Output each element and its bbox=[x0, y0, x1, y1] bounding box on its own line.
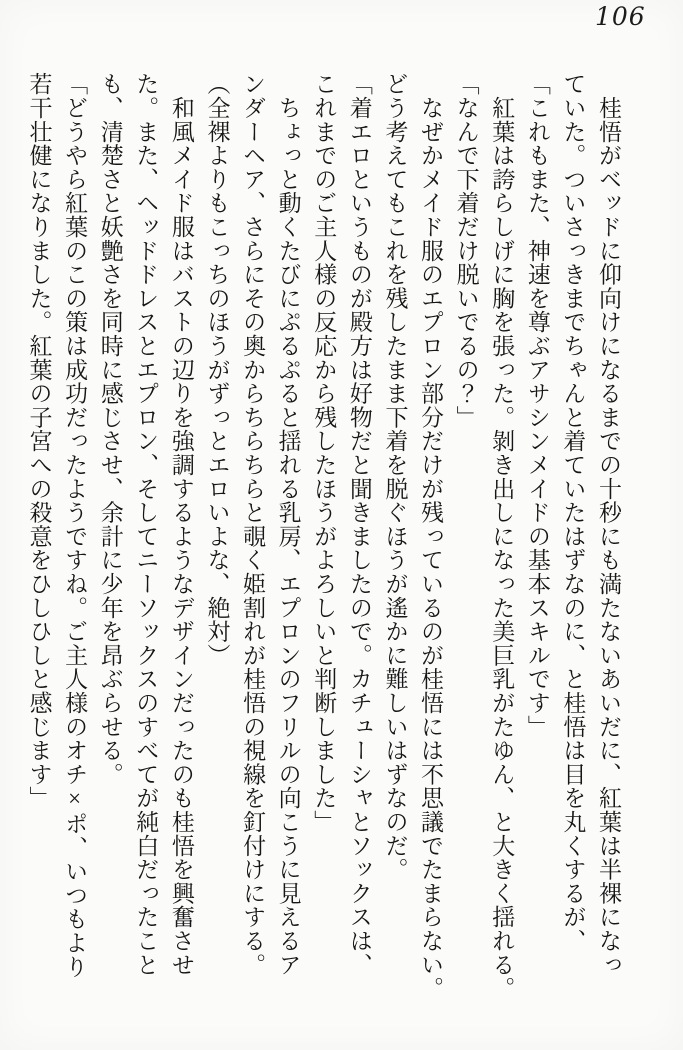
text-line: ていた。ついさっきまでちゃんと着ていたはずなのに、と桂悟は目を丸くするが、 bbox=[560, 72, 586, 953]
text-line: 「着エロというものが殿方は好物だと聞きましたので。カチューシャとソックスは、 bbox=[346, 72, 372, 977]
vertical-text-block bbox=[21, 72, 626, 1022]
text-line: 「これもまた、神速を尊ぶアサシンメイドの基本スキルです」 bbox=[524, 72, 550, 739]
text-line: た。また、ヘッドドレスとエプロン、そしてニーソックスのすべてが純白だったこと bbox=[133, 72, 159, 977]
text-line: ンダーヘア、さらにその奥からちらちらと覗く姫割れが桂悟の視線を釘付けにする。 bbox=[240, 72, 266, 977]
text-line: これまでのご主人様の反応から残したほうがよろしいと判断しました」 bbox=[311, 72, 337, 834]
text-line: も、清楚さと妖艶さを同時に感じさせ、余計に少年を昂ぶらせる。 bbox=[97, 72, 123, 786]
text-line: （全裸よりもこっちのほうがずっとエロいよな、絶対） bbox=[204, 72, 230, 667]
text-line: どう考えてもこれを残したまま下着を脱ぐほうが遙かに難しいはずなのだ。 bbox=[382, 72, 408, 882]
page-number: 106 bbox=[595, 2, 646, 31]
text-line: 紅葉は誇らしげに胸を張った。剝き出しになった美巨乳がたゆん、と大きく揺れる。 bbox=[489, 72, 515, 1001]
text-line: 「どうやら紅葉のこの策は成功だったようですね。ご主人様のオチ×ポ、いつもより bbox=[62, 72, 88, 979]
text-line: 「なんで下着だけ脱いでるの？」 bbox=[453, 72, 479, 429]
text-line: 和風メイド服はバストの辺りを強調するようなデザインだったのも桂悟を興奮させ bbox=[168, 72, 194, 977]
text-line: 桂悟がベッドに仰向けになるまでの十秒にも満たないあいだに、紅葉は半裸になっ bbox=[596, 72, 621, 977]
text-line: なぜかメイド服のエプロン部分だけが残っているのが桂悟には不思議でたまらない。 bbox=[418, 72, 444, 1001]
text-line: 若干壮健になりました。紅葉の子宮への殺意をひしひしと感じます」 bbox=[26, 72, 52, 810]
text-line: ちょっと動くたびにぷるぷると揺れる乳房、エプロンのフリルの向こうに見えるア bbox=[275, 72, 301, 977]
